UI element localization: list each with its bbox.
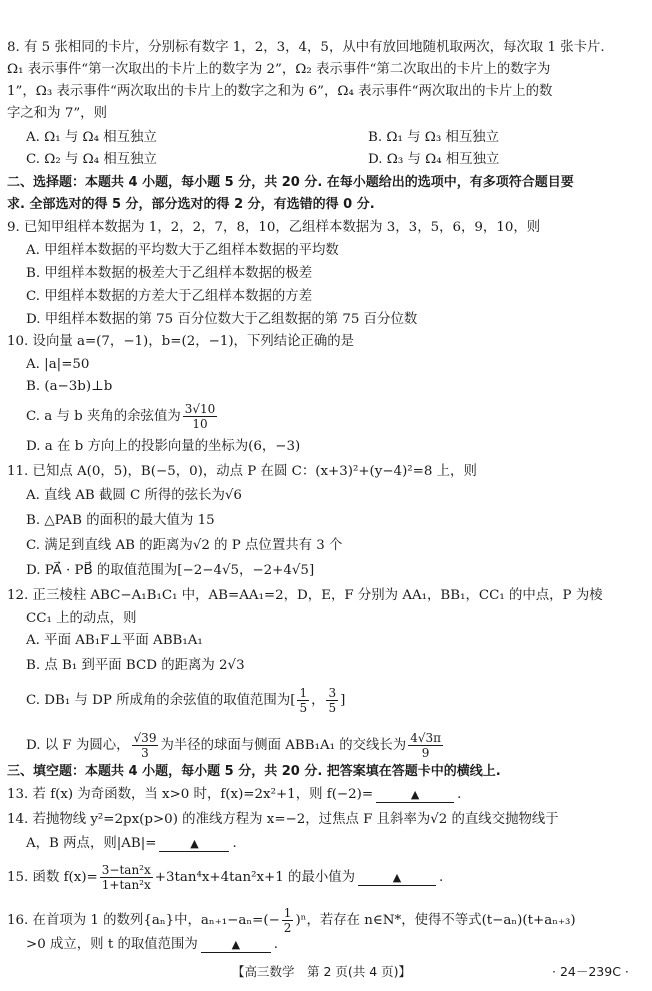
q14-line-2: [26, 834, 237, 854]
triangle-marker-icon: ▲: [231, 938, 241, 951]
section-3-heading: 三、填空题：本题共 4 小题，每小题 5 分，共 20 分. 把答案填在答题卡中的横线上.: [7, 764, 501, 779]
q12-option-c-fraction-1: [297, 686, 309, 715]
q8-option-b: B. Ω₁ 与 Ω₃ 相互独立: [368, 130, 500, 145]
q12-option-c-close: ]: [340, 693, 346, 708]
fraction-numerator: √39: [133, 731, 157, 745]
q12-option-c-fraction-2: [326, 686, 338, 715]
q15-tail: .: [439, 870, 444, 885]
q12-line-2: CC₁ 上的动点，则: [26, 611, 137, 626]
answer-blank[interactable]: [201, 937, 271, 953]
fraction-denominator: 3: [141, 746, 149, 760]
q10-option-c-text: C. a 与 b 夹角的余弦值为: [26, 409, 181, 424]
q12-option-a: A. 平面 AB₁F⊥平面 ABB₁A₁: [26, 633, 203, 648]
answer-blank[interactable]: [376, 787, 454, 803]
q9-option-d: D. 甲组样本数据的第 75 百分位数大于乙组数据的第 75 百分位数: [26, 312, 418, 327]
triangle-marker-icon: ▲: [410, 788, 420, 801]
q12-option-d-text-1: D. 以 F 为圆心，: [26, 738, 130, 753]
q11-option-d: D. PA⃗ · PB⃗ 的取值范围为[−2−4√5，−2+4√5]: [26, 563, 315, 578]
answer-blank[interactable]: [358, 870, 436, 886]
q12-option-c-text: C. DB₁ 与 DP 所成角的余弦值的取值范围为[: [26, 693, 296, 708]
q16-text-2: )ⁿ，若存在 n∈N*，使得不等式(t−aₙ)(t+aₙ₊₃): [295, 913, 576, 928]
section-2-heading-line-2: 求. 全部选对的得 5 分，部分选对的得 2 分，有选错的得 0 分.: [7, 197, 375, 212]
q9-option-c: C. 甲组样本数据的方差大于乙组样本数据的方差: [26, 289, 313, 304]
q10-stem: 10. 设向量 a=(7，−1)，b=(2，−1)，下列结论正确的是: [7, 334, 355, 349]
q8-option-a: A. Ω₁ 与 Ω₄ 相互独立: [26, 130, 157, 145]
q10-option-d: D. a 在 b 方向上的投影向量的坐标为(6，−3): [26, 439, 301, 454]
q8-option-c: C. Ω₂ 与 Ω₄ 相互独立: [26, 152, 157, 167]
q14-text: A，B 两点，则|AB|=: [26, 836, 157, 851]
q16-text-3: >0 成立，则 t 的取值范围为: [26, 937, 198, 952]
q10-option-a: A. |a|=50: [26, 357, 90, 372]
fraction-denominator: 5: [328, 701, 337, 715]
q10-option-c-fraction: [183, 402, 218, 431]
q15-fraction: [100, 863, 153, 892]
fraction-denominator: 2: [283, 921, 292, 935]
q8-line-3: 1”，Ω₃ 表示事件“两次取出的卡片上的数字之和为 6”，Ω₄ 表示事件“两次取出的卡片上的数: [7, 84, 553, 99]
q16-line-2: [26, 935, 278, 955]
q15-text-2: +3tan⁴x+4tan²x+1 的最小值为: [154, 870, 356, 885]
q13-tail: .: [457, 787, 462, 802]
q11-stem: 11. 已知点 A(0，5)，B(−5，0)，动点 P 在圆 C：(x+3)²+(y−4)²=8 上，则: [7, 464, 477, 479]
triangle-marker-icon: ▲: [190, 837, 199, 850]
answer-blank[interactable]: [159, 836, 229, 852]
fraction-denominator: 10: [192, 417, 208, 431]
q12-option-c-separator: ，: [311, 693, 325, 708]
fraction-numerator: 1: [299, 686, 308, 700]
q9-option-b: B. 甲组样本数据的极差大于乙组样本数据的极差: [26, 266, 313, 281]
triangle-marker-icon: ▲: [392, 871, 402, 884]
q16-line-1: [7, 906, 576, 935]
q13: [7, 785, 461, 805]
q12-option-d-fraction-1: [132, 731, 159, 760]
q16-tail: .: [273, 937, 279, 952]
q8-option-d: D. Ω₃ 与 Ω₄ 相互独立: [368, 152, 500, 167]
fraction-numerator: 4√3π: [410, 731, 442, 745]
q12-option-d-fraction-2: [408, 731, 443, 760]
q8-line-4: 字之和为 7”，则: [7, 106, 107, 121]
q12-option-b: B. 点 B₁ 到平面 BCD 的距离为 2√3: [26, 658, 245, 673]
q11-option-a: A. 直线 AB 截圆 C 所得的弦长为√6: [26, 488, 242, 503]
fraction-denominator: 1+tan²x: [101, 878, 151, 892]
q15: [7, 863, 443, 892]
q10-option-b: B. (a−3b)⊥b: [26, 379, 113, 394]
q11-option-c: C. 满足到直线 AB 的距离为√2 的 P 点位置共有 3 个: [26, 538, 343, 553]
q15-text-1: 15. 函数 f(x)=: [7, 870, 98, 885]
q14-tail: .: [232, 836, 237, 851]
fraction-numerator: 3−tan²x: [101, 863, 151, 877]
fraction-numerator: 1: [283, 906, 292, 920]
section-2-heading-line-1: 二、选择题：本题共 4 小题，每小题 5 分，共 20 分. 在每小题给出的选项中，有多项符合题目要: [7, 175, 574, 190]
fraction-denominator: 9: [421, 746, 430, 760]
q9-stem: 9. 已知甲组样本数据为 1，2，2，7，8，10，乙组样本数据为 3，3，5，6，9，10，则: [7, 220, 541, 235]
q12-line-1: 12. 正三棱柱 ABC−A₁B₁C₁ 中，AB=AA₁=2，D，E，F 分别为 AA₁，BB₁，CC₁ 的中点，P 为棱: [7, 588, 603, 603]
q13-text: 13. 若 f(x) 为奇函数，当 x>0 时，f(x)=2x²+1，则 f(−2)=: [7, 787, 374, 802]
fraction-numerator: 3√10: [184, 402, 216, 416]
page-footer-title: 【高三数学 第 2 页(共 4 页)】: [232, 964, 412, 979]
q16-fraction: [282, 906, 294, 935]
q11-option-b: B. △PAB 的面积的最大值为 15: [26, 513, 215, 528]
q16-text-1: 16. 在首项为 1 的数列{aₙ}中，aₙ₊₁−aₙ=(−: [7, 913, 280, 928]
page-footer-code: · 24－239C ·: [552, 964, 629, 979]
q12-option-d: [26, 731, 445, 760]
q12-option-d-text-2: 为半径的球面与侧面 ABB₁A₁ 的交线长为: [160, 738, 407, 753]
q12-option-c: [26, 686, 345, 715]
q10-option-c: [26, 402, 219, 431]
q8-line-2: Ω₁ 表示事件“第一次取出的卡片上的数字为 2”，Ω₂ 表示事件“第二次取出的卡片上的数字为: [7, 62, 551, 77]
q14-line-1: 14. 若抛物线 y²=2px(p>0) 的准线方程为 x=−2，过焦点 F 且斜率为√2 的直线交抛物线于: [7, 812, 559, 827]
fraction-numerator: 3: [328, 686, 337, 700]
fraction-denominator: 5: [299, 701, 308, 715]
q9-option-a: A. 甲组样本数据的平均数大于乙组样本数据的平均数: [26, 243, 339, 258]
q8-line-1: 8. 有 5 张相同的卡片，分别标有数字 1，2，3，4，5，从中有放回地随机取两次，每次取 1 张卡片.: [7, 40, 605, 55]
